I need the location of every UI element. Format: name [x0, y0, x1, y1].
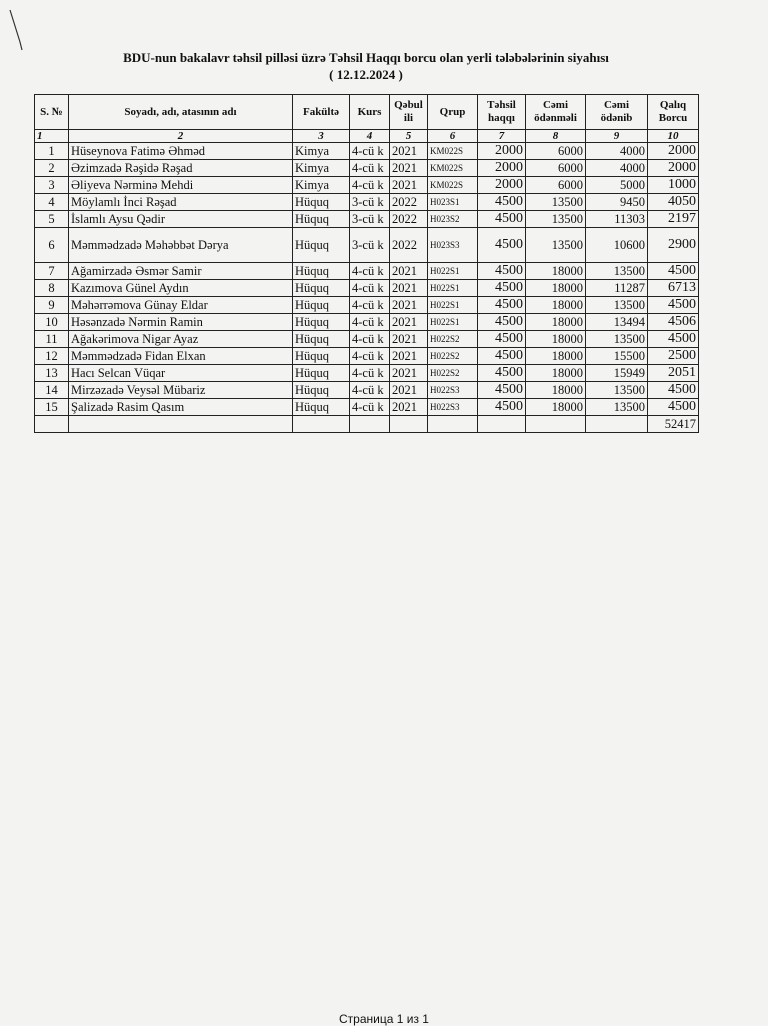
column-number: 5: [390, 130, 428, 143]
admission-year: 2021: [390, 160, 428, 177]
total-due: 18000: [526, 331, 586, 348]
total-due: 6000: [526, 143, 586, 160]
group: H023S1: [428, 194, 478, 211]
empty-cell: [35, 416, 69, 433]
row-number: 2: [35, 160, 69, 177]
row-number: 7: [35, 263, 69, 280]
remaining-debt: 4500: [648, 399, 699, 416]
total-due: 18000: [526, 297, 586, 314]
tuition-fee: 4500: [478, 194, 526, 211]
faculty: Hüquq: [293, 365, 350, 382]
student-name: Əzimzadə Rəşidə Rəşad: [69, 160, 293, 177]
header-cell: Soyadı, adı, atasının adı: [69, 95, 293, 130]
course: 4-cü k: [350, 331, 390, 348]
remaining-debt: 4500: [648, 263, 699, 280]
course: 4-cü k: [350, 382, 390, 399]
total-due: 13500: [526, 228, 586, 263]
admission-year: 2022: [390, 211, 428, 228]
faculty: Kimya: [293, 177, 350, 194]
header-cell: Cəmi ödənməli: [526, 95, 586, 130]
column-number: 6: [428, 130, 478, 143]
course: 4-cü k: [350, 365, 390, 382]
course: 4-cü k: [350, 143, 390, 160]
column-number: 3: [293, 130, 350, 143]
empty-cell: [390, 416, 428, 433]
total-paid: 13500: [586, 297, 648, 314]
total-due: 6000: [526, 177, 586, 194]
group: H022S1: [428, 314, 478, 331]
empty-cell: [69, 416, 293, 433]
total-due: 18000: [526, 263, 586, 280]
title-date: ( 12.12.2024 ): [329, 67, 403, 82]
total-due: 6000: [526, 160, 586, 177]
faculty: Hüquq: [293, 382, 350, 399]
empty-cell: [586, 416, 648, 433]
admission-year: 2022: [390, 194, 428, 211]
row-number: 8: [35, 280, 69, 297]
course: 4-cü k: [350, 348, 390, 365]
empty-cell: [526, 416, 586, 433]
course: 4-cü k: [350, 314, 390, 331]
remaining-debt: 2500: [648, 348, 699, 365]
empty-cell: [293, 416, 350, 433]
course: 3-cü k: [350, 194, 390, 211]
faculty: Hüquq: [293, 331, 350, 348]
student-name: Məmmədzadə Məhəbbət Dərya: [69, 228, 293, 263]
tuition-fee: 4500: [478, 365, 526, 382]
group: H023S2: [428, 211, 478, 228]
row-number: 6: [35, 228, 69, 263]
header-cell: Qrup: [428, 95, 478, 130]
faculty: Hüquq: [293, 297, 350, 314]
total-paid: 13500: [586, 263, 648, 280]
remaining-debt: 4506: [648, 314, 699, 331]
table-row: [35, 280, 699, 297]
course: 4-cü k: [350, 399, 390, 416]
table-row: [35, 160, 699, 177]
row-number: 3: [35, 177, 69, 194]
total-paid: 5000: [586, 177, 648, 194]
table-row: [35, 314, 699, 331]
faculty: Hüquq: [293, 314, 350, 331]
course: 4-cü k: [350, 160, 390, 177]
student-name: Ağamirzadə Əsmər Samir: [69, 263, 293, 280]
group: H022S3: [428, 399, 478, 416]
admission-year: 2021: [390, 348, 428, 365]
table-header-row: [35, 95, 699, 130]
student-name: Mirzəzadə Veysəl Mübariz: [69, 382, 293, 399]
table-row: [35, 297, 699, 314]
student-name: Əliyeva Nərminə Mehdi: [69, 177, 293, 194]
group: H022S2: [428, 331, 478, 348]
course: 3-cü k: [350, 211, 390, 228]
table-row: [35, 177, 699, 194]
tuition-fee: 4500: [478, 280, 526, 297]
total-due: 18000: [526, 399, 586, 416]
header-cell: Fakültə: [293, 95, 350, 130]
table-row: [35, 399, 699, 416]
group: H022S2: [428, 365, 478, 382]
tuition-fee: 4500: [478, 211, 526, 228]
empty-cell: [478, 416, 526, 433]
group: KM022S: [428, 177, 478, 194]
header-cell: Kurs: [350, 95, 390, 130]
admission-year: 2021: [390, 314, 428, 331]
row-number: 12: [35, 348, 69, 365]
total-due: 18000: [526, 314, 586, 331]
remaining-debt: 4050: [648, 194, 699, 211]
admission-year: 2021: [390, 297, 428, 314]
group: H022S1: [428, 263, 478, 280]
row-number: 9: [35, 297, 69, 314]
empty-cell: [428, 416, 478, 433]
admission-year: 2021: [390, 382, 428, 399]
total-due: 18000: [526, 348, 586, 365]
column-number: 4: [350, 130, 390, 143]
table-row: [35, 228, 699, 263]
empty-cell: [350, 416, 390, 433]
table-row: [35, 382, 699, 399]
remaining-debt: 2051: [648, 365, 699, 382]
column-number: 8: [526, 130, 586, 143]
tuition-fee: 4500: [478, 297, 526, 314]
faculty: Hüquq: [293, 399, 350, 416]
remaining-debt: 2900: [648, 228, 699, 263]
total-due: 18000: [526, 365, 586, 382]
remaining-debt: 2000: [648, 143, 699, 160]
student-name: Məhərrəmova Günay Eldar: [69, 297, 293, 314]
total-paid: 9450: [586, 194, 648, 211]
row-number: 15: [35, 399, 69, 416]
total-paid: 4000: [586, 143, 648, 160]
row-number: 5: [35, 211, 69, 228]
tuition-fee: 4500: [478, 331, 526, 348]
total-paid: 15500: [586, 348, 648, 365]
title-line-1: BDU-nun bakalavr təhsil pilləsi üzrə Təhsil Haqqı borcu olan yerli tələbələrinin siyahısı: [123, 50, 609, 65]
group: KM022S: [428, 143, 478, 160]
header-cell: Qəbul ili: [390, 95, 428, 130]
faculty: Kimya: [293, 160, 350, 177]
student-name: Ağakərimova Nigar Ayaz: [69, 331, 293, 348]
faculty: Hüquq: [293, 263, 350, 280]
tuition-fee: 4500: [478, 348, 526, 365]
group: H023S3: [428, 228, 478, 263]
faculty: Hüquq: [293, 194, 350, 211]
admission-year: 2021: [390, 365, 428, 382]
tuition-fee: 2000: [478, 143, 526, 160]
remaining-debt: 6713: [648, 280, 699, 297]
group: H022S3: [428, 382, 478, 399]
remaining-debt: 2197: [648, 211, 699, 228]
tuition-fee: 4500: [478, 263, 526, 280]
student-name: İslamlı Aysu Qədir: [69, 211, 293, 228]
admission-year: 2021: [390, 280, 428, 297]
total-paid: 11287: [586, 280, 648, 297]
table-row: [35, 211, 699, 228]
total-paid: 13500: [586, 331, 648, 348]
admission-year: 2021: [390, 263, 428, 280]
admission-year: 2022: [390, 228, 428, 263]
group: H022S2: [428, 348, 478, 365]
tuition-fee: 4500: [478, 228, 526, 263]
pen-mark: [8, 6, 28, 56]
table-row: [35, 365, 699, 382]
remaining-debt: 1000: [648, 177, 699, 194]
total-due: 18000: [526, 382, 586, 399]
row-number: 14: [35, 382, 69, 399]
table-row: [35, 143, 699, 160]
faculty: Hüquq: [293, 348, 350, 365]
student-name: Hacı Selcan Vüqar: [69, 365, 293, 382]
total-row: [35, 416, 699, 433]
total-due: 18000: [526, 280, 586, 297]
column-number-row: [35, 130, 699, 143]
student-name: Möylamlı İnci Rəşad: [69, 194, 293, 211]
admission-year: 2021: [390, 399, 428, 416]
total-paid: 15949: [586, 365, 648, 382]
course: 4-cü k: [350, 280, 390, 297]
faculty: Hüquq: [293, 228, 350, 263]
course: 4-cü k: [350, 177, 390, 194]
column-number: 7: [478, 130, 526, 143]
course: 4-cü k: [350, 297, 390, 314]
table-row: [35, 348, 699, 365]
table-row: [35, 331, 699, 348]
row-number: 13: [35, 365, 69, 382]
faculty: Kimya: [293, 143, 350, 160]
header-cell: Qalıq Borcu: [648, 95, 699, 130]
tuition-fee: 4500: [478, 314, 526, 331]
tuition-fee: 4500: [478, 382, 526, 399]
tuition-fee: 4500: [478, 399, 526, 416]
table-row: [35, 194, 699, 211]
remaining-debt: 2000: [648, 160, 699, 177]
total-due: 13500: [526, 211, 586, 228]
group: KM022S: [428, 160, 478, 177]
tuition-fee: 2000: [478, 160, 526, 177]
row-number: 10: [35, 314, 69, 331]
total-paid: 13500: [586, 399, 648, 416]
course: 4-cü k: [350, 263, 390, 280]
debtors-table: [34, 94, 699, 433]
page-footer: Страница 1 из 1: [339, 1012, 429, 1026]
header-cell: S. №: [35, 95, 69, 130]
column-number: 1: [35, 130, 69, 143]
row-number: 1: [35, 143, 69, 160]
student-name: Hüseynova Fatimə Əhməd: [69, 143, 293, 160]
student-name: Şalizadə Rasim Qasım: [69, 399, 293, 416]
row-number: 11: [35, 331, 69, 348]
remaining-debt: 4500: [648, 331, 699, 348]
remaining-debt: 4500: [648, 382, 699, 399]
total-debt: 52417: [648, 416, 699, 433]
column-number: 2: [69, 130, 293, 143]
column-number: 10: [648, 130, 699, 143]
table-row: [35, 263, 699, 280]
tuition-fee: 2000: [478, 177, 526, 194]
total-due: 13500: [526, 194, 586, 211]
student-name: Həsənzadə Nərmin Ramin: [69, 314, 293, 331]
total-paid: 10600: [586, 228, 648, 263]
course: 3-cü k: [350, 228, 390, 263]
header-cell: Cəmi ödənib: [586, 95, 648, 130]
group: H022S1: [428, 297, 478, 314]
header-cell: Təhsil haqqı: [478, 95, 526, 130]
student-name: Kazımova Günel Aydın: [69, 280, 293, 297]
student-name: Məmmədzadə Fidan Elxan: [69, 348, 293, 365]
remaining-debt: 4500: [648, 297, 699, 314]
total-paid: 13494: [586, 314, 648, 331]
total-paid: 4000: [586, 160, 648, 177]
total-paid: 11303: [586, 211, 648, 228]
admission-year: 2021: [390, 331, 428, 348]
column-number: 9: [586, 130, 648, 143]
group: H022S1: [428, 280, 478, 297]
admission-year: 2021: [390, 143, 428, 160]
faculty: Hüquq: [293, 211, 350, 228]
admission-year: 2021: [390, 177, 428, 194]
document-title: [34, 49, 698, 83]
row-number: 4: [35, 194, 69, 211]
faculty: Hüquq: [293, 280, 350, 297]
total-paid: 13500: [586, 382, 648, 399]
